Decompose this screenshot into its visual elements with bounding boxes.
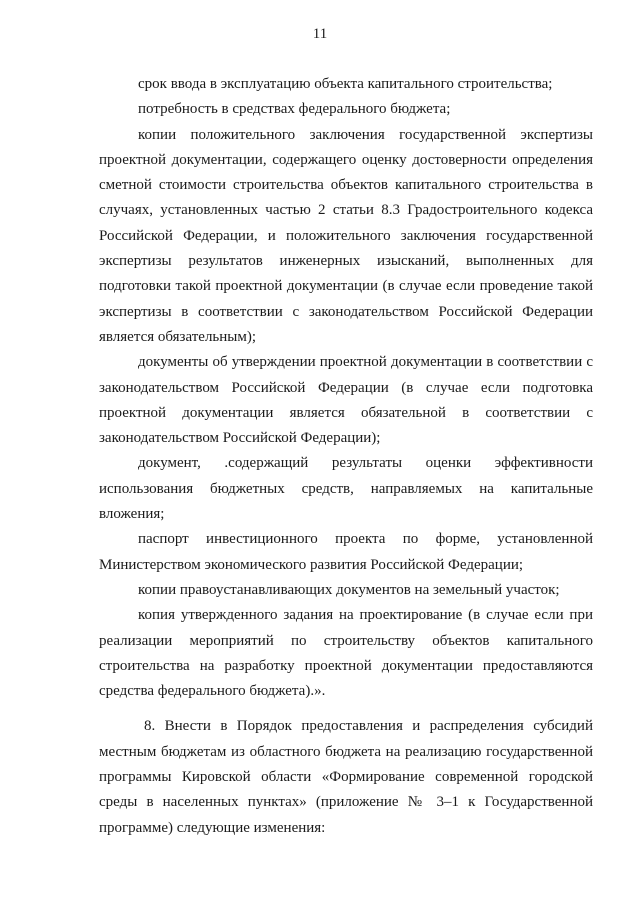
document-body [99,72,593,841]
paragraph-commissioning-date: срок ввода в эксплуатацию объекта капитального строительства; [138,76,553,92]
paragraph-expertise-copies: копии положительного заключения государственной экспертизы проектной документации, содержащего оценку достоверности определения сметной стоимости строительства объектов капитального строительства в случаях, установленных частью 2 статьи 8.3 Градостроительного кодекса Российской Федерации, и положительного заключения государственной экспертизы результатов инженерных изысканий, выполненных для подготовки такой проектной документации (в случае если проведение такой экспертизы в соответствии с законодательством Российской Федерации является обязательным); [99,126,593,345]
page-number: 11 [312,26,328,42]
paragraph-efficiency-assessment: документ, .содержащий результаты оценки эффективности использования бюджетных средств, направляемых на капитальные вложения; [99,455,593,523]
section-8-paragraph: 8. Внести в Порядок предоставления и распределения субсидий местным бюджетам из областного бюджета на реализацию государственной программы Кировской области «Формирование современной городской среды в населенных пунктах» (приложение № 3–1 к Государственной программе) следующие изменения: [99,718,593,836]
paragraph-investment-project-passport: паспорт инвестиционного проекта по форме, установленной Министерством экономического развития Российской Федерации; [99,531,593,573]
paragraph-land-title-documents: копии правоустанавливающих документов на земельный участок; [138,581,560,598]
paragraph-federal-budget-need: потребность в средствах федерального бюджета; [138,101,451,118]
paragraph-design-assignment: копия утвержденного задания на проектирование (в случае если при реализации мероприятий по строительству объектов капитального строительства на разработку проектной документации предоставляются средства федерального бюджета).». [99,607,593,700]
paragraph-design-approval-documents: документы об утверждении проектной документации в соответствии с законодательством Российской Федерации (в случае если подготовка проектной документации является обязательной в соответствии с законодательством Российской Федерации); [99,354,593,447]
